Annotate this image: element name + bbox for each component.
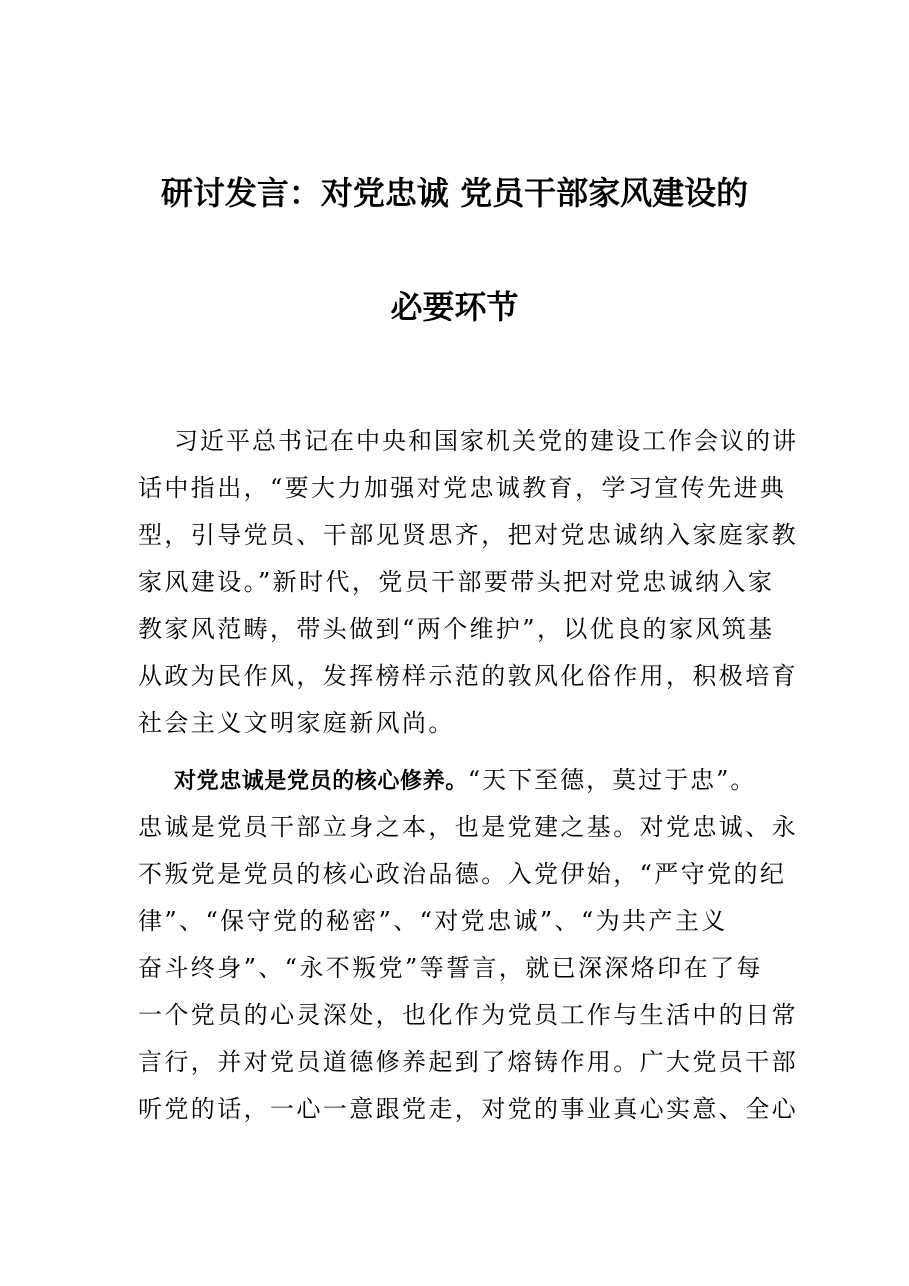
paragraph-2-line: 奋斗终身”、“永不叛党”等誓言，就已深深烙印在了每 xyxy=(138,954,763,982)
paragraph-1-line: 从政为民作风，发挥榜样示范的敦风化俗作用，积极培育 xyxy=(138,662,798,690)
paragraph-1-line: 习近平总书记在中央和国家机关党的建设工作会议的讲 xyxy=(174,427,798,455)
paragraph-2-first-line xyxy=(174,757,756,804)
paragraph-1-line: 社会主义文明家庭新风尚。 xyxy=(138,709,455,737)
paragraph-2-line: 律”、“保守党的秘密”、“对党忠诚”、“为共产主义 xyxy=(138,907,728,935)
paragraph-2-line: 言行，并对党员道德修养起到了熔铸作用。广大党员干部 xyxy=(138,1048,798,1076)
paragraph-heading: 对党忠诚是党员的核心修养。 xyxy=(174,769,468,794)
paragraph-2-line: 不叛党是党员的核心政治品德。入党伊始，“严守党的纪 xyxy=(138,860,787,888)
paragraph-2-line: 一个党员的心灵深处，也化作为党员工作与生活中的日常 xyxy=(138,1001,798,1029)
paragraph-1-line: 话中指出，“要大力加强对党忠诚教育，学习宣传先进典 xyxy=(138,474,787,502)
document-title-line-2: 必要环节 xyxy=(390,288,519,326)
paragraph-1-line: 家风建设。”新时代，党员干部要带头把对党忠诚纳入家 xyxy=(138,568,775,596)
paragraph-1-line: 型，引导党员、干部见贤思齐，把对党忠诚纳入家庭家教 xyxy=(138,521,798,549)
document-title-line-1: 研讨发言：对党忠诚 党员干部家风建设的 xyxy=(160,174,749,212)
paragraph-2-line: 听党的话，一心一意跟党走，对党的事业真心实意、全心 xyxy=(138,1095,798,1123)
paragraph-2-first-line-text: “天下至德，莫过于忠”。 xyxy=(467,766,757,794)
paragraph-1-line: 教家风范畴，带头做到“两个维护”，以优良的家风筑基 xyxy=(138,615,775,643)
paragraph-2-line: 忠诚是党员干部立身之本，也是党建之基。对党忠诚、永 xyxy=(138,813,798,841)
